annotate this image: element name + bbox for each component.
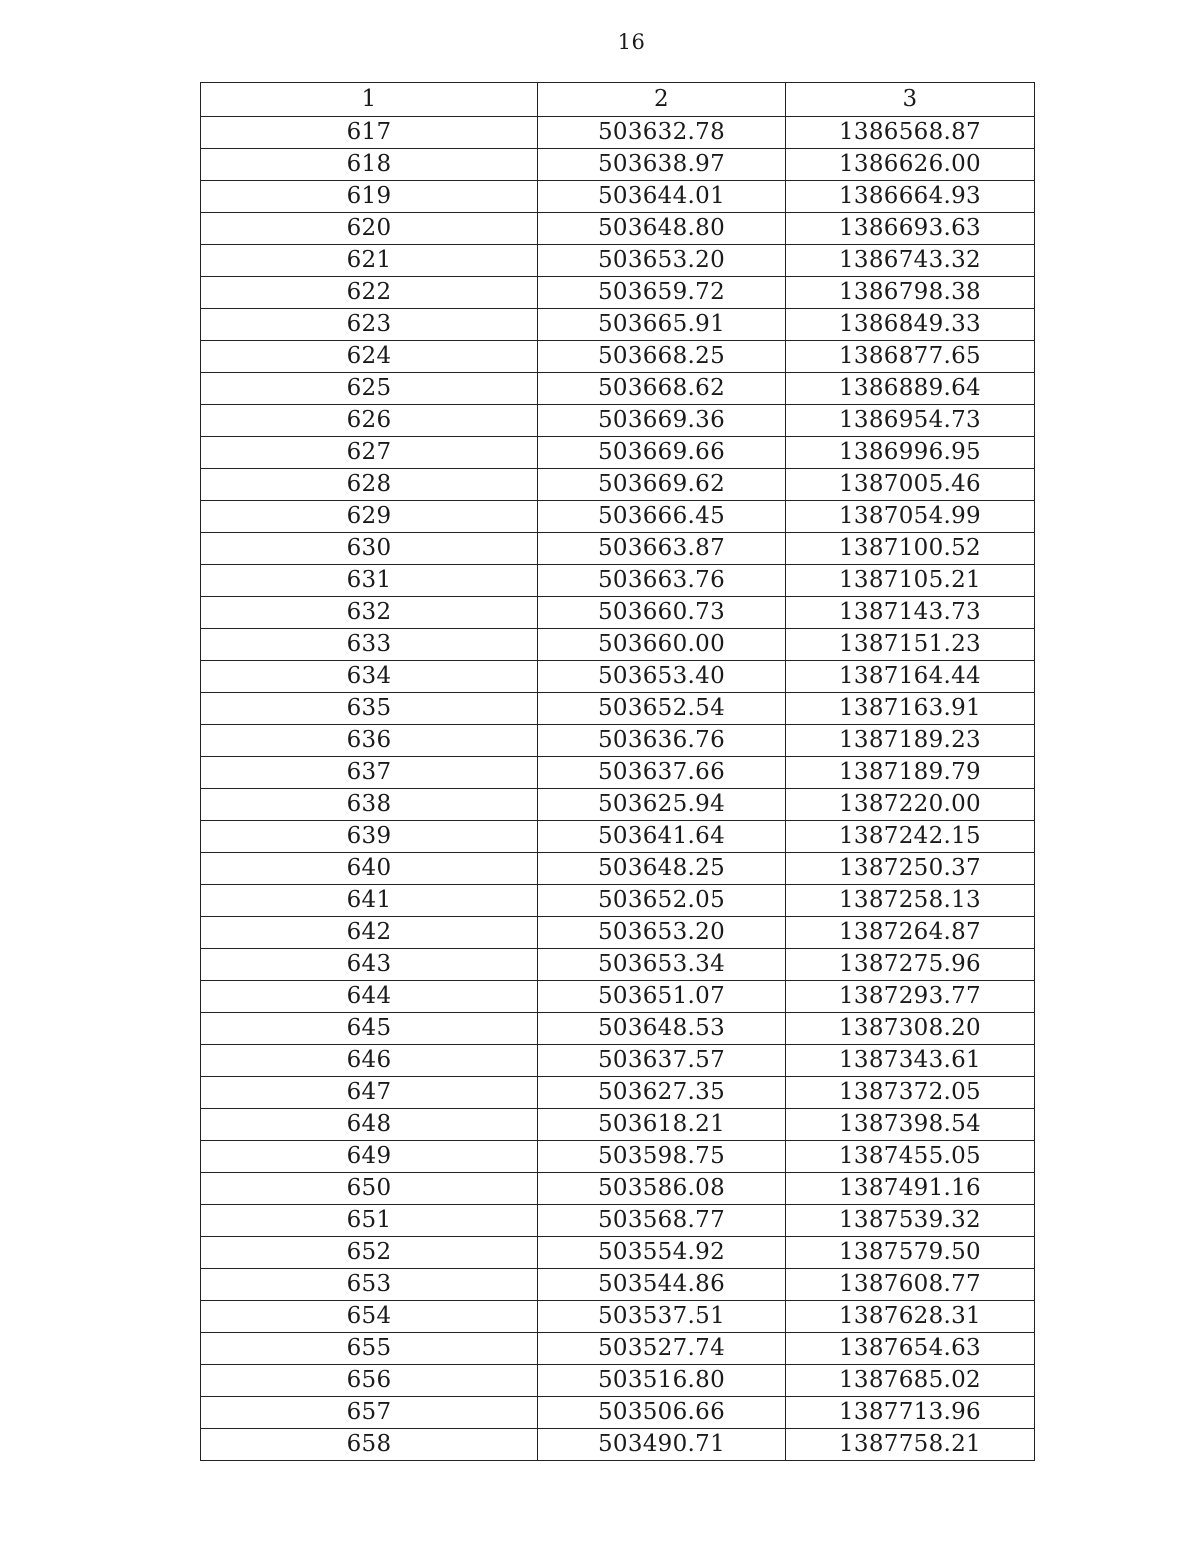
table-cell-col-2: 503651.07 [538, 981, 786, 1013]
table-cell-col-3: 1387275.96 [786, 949, 1035, 981]
table-cell-col-1: 621 [201, 245, 538, 277]
table-cell-col-3: 1387654.63 [786, 1333, 1035, 1365]
table-cell-col-2: 503490.71 [538, 1429, 786, 1461]
table-cell-col-2: 503641.64 [538, 821, 786, 853]
table-cell-col-2: 503644.01 [538, 181, 786, 213]
table-cell-col-1: 644 [201, 981, 538, 1013]
table-cell-col-2: 503660.73 [538, 597, 786, 629]
table-cell-col-2: 503666.45 [538, 501, 786, 533]
table-cell-col-2: 503625.94 [538, 789, 786, 821]
table-cell-col-2: 503648.25 [538, 853, 786, 885]
table-cell-col-2: 503660.00 [538, 629, 786, 661]
table-cell-col-1: 655 [201, 1333, 538, 1365]
table-row [201, 149, 1035, 181]
table-cell-col-3: 1387685.02 [786, 1365, 1035, 1397]
table-cell-col-3: 1387608.77 [786, 1269, 1035, 1301]
table-cell-col-2: 503652.05 [538, 885, 786, 917]
table-cell-col-2: 503659.72 [538, 277, 786, 309]
table-row [201, 885, 1035, 917]
table-cell-col-1: 617 [201, 117, 538, 149]
table-cell-col-3: 1387143.73 [786, 597, 1035, 629]
table-cell-col-1: 657 [201, 1397, 538, 1429]
table-row [201, 245, 1035, 277]
table-row [201, 789, 1035, 821]
table-cell-col-3: 1386877.65 [786, 341, 1035, 373]
table-cell-col-1: 634 [201, 661, 538, 693]
table-cell-col-1: 625 [201, 373, 538, 405]
table-cell-col-3: 1387398.54 [786, 1109, 1035, 1141]
table-cell-col-2: 503506.66 [538, 1397, 786, 1429]
table-cell-col-3: 1387151.23 [786, 629, 1035, 661]
table-row [201, 1205, 1035, 1237]
table-cell-col-1: 622 [201, 277, 538, 309]
table-cell-col-3: 1386568.87 [786, 117, 1035, 149]
table-cell-col-1: 641 [201, 885, 538, 917]
table-cell-col-3: 1387539.32 [786, 1205, 1035, 1237]
table-row [201, 1077, 1035, 1109]
table-row [201, 1333, 1035, 1365]
table-cell-col-1: 637 [201, 757, 538, 789]
table-cell-col-3: 1386889.64 [786, 373, 1035, 405]
table-cell-col-2: 503586.08 [538, 1173, 786, 1205]
table-cell-col-2: 503637.66 [538, 757, 786, 789]
table-row [201, 725, 1035, 757]
table-cell-col-1: 620 [201, 213, 538, 245]
table-cell-col-1: 638 [201, 789, 538, 821]
table-row [201, 661, 1035, 693]
table-cell-col-1: 642 [201, 917, 538, 949]
table-cell-col-3: 1387164.44 [786, 661, 1035, 693]
table-cell-col-1: 656 [201, 1365, 538, 1397]
table-row [201, 501, 1035, 533]
table-row [201, 117, 1035, 149]
table-row [201, 853, 1035, 885]
table-cell-col-1: 639 [201, 821, 538, 853]
table-row [201, 469, 1035, 501]
table-row [201, 1173, 1035, 1205]
table-row [201, 629, 1035, 661]
table-cell-col-3: 1386693.63 [786, 213, 1035, 245]
table-header-row [201, 83, 1035, 117]
table-cell-col-2: 503652.54 [538, 693, 786, 725]
table-cell-col-3: 1387220.00 [786, 789, 1035, 821]
table-cell-col-2: 503663.76 [538, 565, 786, 597]
table-cell-col-1: 653 [201, 1269, 538, 1301]
table-row [201, 949, 1035, 981]
table-cell-col-3: 1386798.38 [786, 277, 1035, 309]
table-row [201, 1045, 1035, 1077]
table-row [201, 917, 1035, 949]
table-cell-col-1: 658 [201, 1429, 538, 1461]
table-cell-col-2: 503568.77 [538, 1205, 786, 1237]
table-cell-col-1: 630 [201, 533, 538, 565]
table-cell-col-2: 503665.91 [538, 309, 786, 341]
table-cell-col-3: 1387713.96 [786, 1397, 1035, 1429]
table-cell-col-3: 1387264.87 [786, 917, 1035, 949]
table-row [201, 373, 1035, 405]
table-row [201, 565, 1035, 597]
table-cell-col-2: 503544.86 [538, 1269, 786, 1301]
table-cell-col-1: 652 [201, 1237, 538, 1269]
table-cell-col-2: 503668.62 [538, 373, 786, 405]
table-cell-col-3: 1386626.00 [786, 149, 1035, 181]
table-cell-col-2: 503669.36 [538, 405, 786, 437]
table-cell-col-1: 623 [201, 309, 538, 341]
table-cell-col-3: 1387455.05 [786, 1141, 1035, 1173]
table-cell-col-3: 1387054.99 [786, 501, 1035, 533]
table-row [201, 1397, 1035, 1429]
table-body [201, 117, 1035, 1461]
table-cell-col-1: 636 [201, 725, 538, 757]
table-cell-col-3: 1387343.61 [786, 1045, 1035, 1077]
table-cell-col-2: 503527.74 [538, 1333, 786, 1365]
table-cell-col-3: 1386849.33 [786, 309, 1035, 341]
table-row [201, 277, 1035, 309]
table-row [201, 981, 1035, 1013]
table-row [201, 1109, 1035, 1141]
table-cell-col-3: 1387005.46 [786, 469, 1035, 501]
table-cell-col-1: 640 [201, 853, 538, 885]
table-row [201, 1365, 1035, 1397]
page-number: 16 [617, 30, 646, 54]
table-cell-col-1: 632 [201, 597, 538, 629]
table-cell-col-1: 654 [201, 1301, 538, 1333]
column-header-3: 3 [786, 83, 1035, 117]
table-cell-col-3: 1387163.91 [786, 693, 1035, 725]
table-cell-col-3: 1387250.37 [786, 853, 1035, 885]
table-cell-col-2: 503653.40 [538, 661, 786, 693]
table-cell-col-3: 1386996.95 [786, 437, 1035, 469]
table-cell-col-2: 503632.78 [538, 117, 786, 149]
table-cell-col-2: 503627.35 [538, 1077, 786, 1109]
table-row [201, 1141, 1035, 1173]
table-cell-col-2: 503637.57 [538, 1045, 786, 1077]
column-header-2: 2 [538, 83, 786, 117]
table-cell-col-3: 1387258.13 [786, 885, 1035, 917]
table-cell-col-1: 635 [201, 693, 538, 725]
table-cell-col-1: 646 [201, 1045, 538, 1077]
table-cell-col-2: 503648.53 [538, 1013, 786, 1045]
table-cell-col-1: 627 [201, 437, 538, 469]
table-cell-col-2: 503537.51 [538, 1301, 786, 1333]
table-row [201, 821, 1035, 853]
table-cell-col-1: 619 [201, 181, 538, 213]
table-row [201, 309, 1035, 341]
table-cell-col-2: 503669.66 [538, 437, 786, 469]
table-cell-col-2: 503598.75 [538, 1141, 786, 1173]
table-row [201, 1301, 1035, 1333]
table-row [201, 597, 1035, 629]
table-cell-col-3: 1387491.16 [786, 1173, 1035, 1205]
table-cell-col-1: 631 [201, 565, 538, 597]
table-cell-col-3: 1387628.31 [786, 1301, 1035, 1333]
table-cell-col-2: 503554.92 [538, 1237, 786, 1269]
table-cell-col-2: 503638.97 [538, 149, 786, 181]
table-cell-col-3: 1387100.52 [786, 533, 1035, 565]
table-cell-col-2: 503653.34 [538, 949, 786, 981]
table-cell-col-3: 1387758.21 [786, 1429, 1035, 1461]
table-cell-col-1: 650 [201, 1173, 538, 1205]
table-row [201, 213, 1035, 245]
table-row [201, 1237, 1035, 1269]
table-cell-col-2: 503668.25 [538, 341, 786, 373]
table-row [201, 341, 1035, 373]
table-cell-col-3: 1386664.93 [786, 181, 1035, 213]
table-row [201, 533, 1035, 565]
table-cell-col-3: 1386743.32 [786, 245, 1035, 277]
table-cell-col-1: 648 [201, 1109, 538, 1141]
table-cell-col-3: 1387293.77 [786, 981, 1035, 1013]
table-cell-col-3: 1387372.05 [786, 1077, 1035, 1109]
table-cell-col-1: 626 [201, 405, 538, 437]
table-row [201, 1013, 1035, 1045]
coordinates-table [200, 82, 1035, 1461]
table-cell-col-3: 1386954.73 [786, 405, 1035, 437]
table-cell-col-3: 1387308.20 [786, 1013, 1035, 1045]
table-cell-col-2: 503516.80 [538, 1365, 786, 1397]
table-cell-col-1: 633 [201, 629, 538, 661]
table-cell-col-3: 1387242.15 [786, 821, 1035, 853]
table-cell-col-2: 503618.21 [538, 1109, 786, 1141]
table-cell-col-1: 651 [201, 1205, 538, 1237]
table-row [201, 757, 1035, 789]
table-cell-col-3: 1387189.23 [786, 725, 1035, 757]
table-row [201, 181, 1035, 213]
column-header-1: 1 [201, 83, 538, 117]
table-cell-col-1: 628 [201, 469, 538, 501]
table-row [201, 1269, 1035, 1301]
table-row [201, 405, 1035, 437]
table-cell-col-1: 647 [201, 1077, 538, 1109]
table-cell-col-2: 503669.62 [538, 469, 786, 501]
table-row [201, 693, 1035, 725]
table-cell-col-2: 503648.80 [538, 213, 786, 245]
table-cell-col-2: 503653.20 [538, 245, 786, 277]
table-cell-col-1: 645 [201, 1013, 538, 1045]
table-cell-col-1: 618 [201, 149, 538, 181]
table-cell-col-1: 629 [201, 501, 538, 533]
table-cell-col-1: 624 [201, 341, 538, 373]
table-cell-col-2: 503663.87 [538, 533, 786, 565]
table-cell-col-3: 1387579.50 [786, 1237, 1035, 1269]
table-row [201, 1429, 1035, 1461]
table-cell-col-1: 649 [201, 1141, 538, 1173]
table-row [201, 437, 1035, 469]
table-cell-col-3: 1387189.79 [786, 757, 1035, 789]
table-cell-col-3: 1387105.21 [786, 565, 1035, 597]
table-cell-col-1: 643 [201, 949, 538, 981]
table-cell-col-2: 503653.20 [538, 917, 786, 949]
table-cell-col-2: 503636.76 [538, 725, 786, 757]
